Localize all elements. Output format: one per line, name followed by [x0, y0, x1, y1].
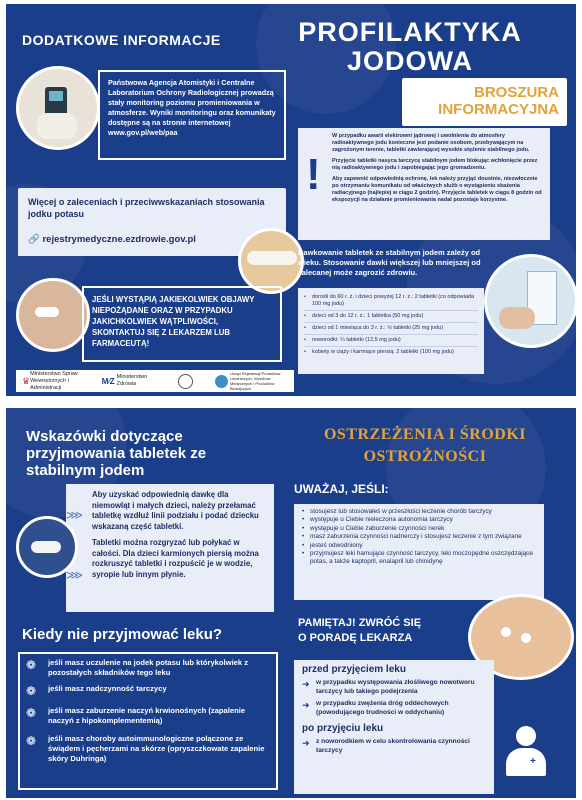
glove-hand: [37, 113, 77, 139]
dosage-item: • noworodki: ¼ tabletki (12,5 mg jodu): [304, 335, 478, 347]
logo-seal: [178, 374, 193, 389]
title-line-2: JODOWA: [346, 46, 473, 76]
dosage-item-text: kobiety w ciąży i karmiące piersią: 2 tabletki (100 mg jodu): [312, 349, 454, 355]
before-item: [302, 700, 486, 717]
tablet-blister: [247, 251, 297, 265]
subtitle-line-1: BROSZURA: [474, 84, 559, 101]
contraindication-item: [26, 734, 270, 764]
pills-icon: ❁: [26, 684, 37, 698]
tablet: [521, 633, 531, 643]
logo-urpl: [215, 371, 288, 391]
contraindication-item: [26, 658, 270, 678]
beware-item: • występuje u Ciebie nieleczona autonomia tarczycy: [302, 516, 453, 524]
brochure-back-panel: [6, 408, 576, 798]
logo-mswia: [22, 371, 80, 392]
beware-item: • przyjmujesz leki hamujące czynność tarczycy, leki moczopędne oszczędzające potas, a także kaptopril, enalapril lub chinidynę: [302, 550, 533, 566]
brochure-subtitle: [402, 78, 567, 118]
remember-line-1: PAMIĘTAJ! ZWRÓĆ SIĘ: [298, 617, 422, 629]
when-not-title: Kiedy nie przyjmować leku?: [22, 626, 223, 643]
before-item-text: w przypadku występowania złośliwego nowotworu tarczycy lub takiego podejrzenia: [316, 679, 475, 695]
tips-title: Wskazówki dotyczące przyjmowania tabletek ze stabilnym jodem: [26, 428, 207, 479]
beware-item-text: jesteś odwodniony: [310, 541, 363, 549]
water-glass-photo: [484, 254, 576, 348]
beware-heading: UWAŻAJ, JEŚLI:: [294, 482, 389, 496]
contraindications-box: [18, 652, 278, 790]
more-info-text: Więcej o zaleceniach i przeciwwskazaniach stosowania jodku potasu: [28, 197, 265, 219]
beware-item-text: masz zaburzenia czynności nadnerczy i stosujesz leczenie z tym związane: [310, 533, 522, 541]
tablet: [501, 627, 511, 637]
beware-item-text: stosujesz lub stosowałeś w przeszłości leczenie chorób tarczycy: [310, 508, 492, 515]
eagle-icon: ♛: [22, 375, 31, 386]
hand-pill-photo: [16, 278, 90, 352]
contraindication-item: [26, 706, 270, 726]
hand: [499, 307, 535, 329]
pills-icon: ❁: [26, 706, 37, 720]
link-icon: 🔗: [28, 234, 40, 245]
beware-item: • występuje u Ciebie zaburzenie czynności nerek: [302, 524, 445, 532]
doctor-icon: +: [504, 726, 548, 778]
logo-urpl-label: Urząd Rejestracji Produktów Leczniczych, Wyrobów Medycznych i Produktów Biobójczych: [229, 371, 281, 391]
consult-doctor-box: [294, 660, 494, 794]
tips-box: [66, 484, 274, 612]
logos-strip: [16, 370, 294, 392]
before-title: przed przyjęciem leku: [302, 664, 406, 675]
subtitle-line-2: INFORMACYJNA: [438, 101, 559, 118]
seal-icon: [178, 374, 193, 389]
paa-monitoring-box: Państwowa Agencja Atomistyki i Centralne Laboratorium Ochrony Radiologicznej prowadzą stały monitoring poziomu promieniowania w atmosferze. Wyniki monitoringu oraz komunikaty dostępne są na stronie internetowej www.gov.pl/web/paa: [98, 70, 286, 160]
arrow-right-icon: ⋙: [66, 508, 84, 522]
tablet: [31, 541, 61, 553]
warnings-title-line-1: OSTRZEŻENIA I ŚRODKI: [323, 426, 527, 443]
mz-icon: M∕Z: [101, 376, 115, 386]
pills-icon: ❁: [26, 658, 37, 672]
arrow-right-icon: ⋙: [66, 568, 84, 582]
exclamation-icon: !: [306, 150, 321, 199]
dosage-item: • kobiety w ciąży i karmiące piersią: 2 tabletki (100 mg jodu): [304, 349, 454, 355]
dosage-intro: Dawkowanie tabletek ze stabilnym jodem zależy od wieku. Stosowanie dawki większej lub mniejszej od zalecanej może zagrozić zdrowiu.: [298, 248, 481, 277]
before-item-text: w przypadku zwężenia dróg oddechowych (powodującego trudności w oddychaniu): [316, 700, 449, 716]
after-title: po przyjęciu leku: [302, 723, 384, 735]
contraindication-text: jeśli masz nadczynność tarczycy: [48, 684, 167, 693]
beware-item: • jesteś odwodniony: [302, 541, 363, 549]
warnings-title-line-2: OSTROŻNOŚCI: [363, 448, 487, 465]
pills-icon: ❁: [26, 734, 37, 748]
dosage-item: • dorośli do 60 r. ż. i dzieci powyżej 12 r. ż.: 2 tabletki (co odpowiada 100 mg jodu): [304, 292, 478, 311]
after-item-text: z noworodkiem w celu skontrolowania czynności tarczycy: [316, 738, 470, 754]
beware-item-text: występuje u Ciebie nieleczona autonomia tarczycy: [310, 516, 453, 524]
side-effects-warning: JEŚLI WYSTĄPIĄ JAKIEKOLWIEK OBJAWY NIEPOŻĄDANE ORAZ W PRZYPADKU JAKICHKOLWIEK WĄTPLIWOŚCI, SKONTAKTUJ SIĘ Z LEKARZEM LUB FARMACEUTĄ!: [82, 286, 282, 362]
brochure-front-panel: [6, 4, 576, 396]
emergency-para-2: Przyjęcie tabletki nasyca tarczycę stabilnym jodem blokując wchłonięcie przez nią radioaktywnego jodu i zapobiegając jego gromadzeniu.: [332, 158, 538, 171]
brochure-title: [290, 18, 530, 76]
dosage-item-text: dzieci od 1 miesiąca do 3 r. ż.: ½ tabletki (25 mg jodu): [312, 325, 444, 331]
tablet-photo: [16, 516, 78, 578]
tablets-photo: [238, 228, 304, 294]
dosage-item-text: noworodki: ¼ tabletki (12,5 mg jodu): [312, 337, 401, 343]
title-line-1: PROFILAKTYKA: [298, 17, 522, 47]
arrow-right-icon: ➜: [302, 679, 310, 689]
remember-line-2: O PORADĘ LEKARZA: [298, 632, 413, 644]
contraindication-item: [26, 684, 270, 698]
beware-item: • masz zaburzenia czynności nadnerczy i stosujesz leczenie z tym związane: [302, 533, 522, 541]
beware-item-text: występuje u Ciebie zaburzenie czynności nerek: [310, 524, 445, 532]
before-item: [302, 679, 486, 696]
tips-para-2: Tabletki można rozgryzać lub połykać w całości. Dla dzieci karmionych piersią można rozkruszyć tabletki i rozpuścić je w wodzie, syropie lub innym płynie.: [92, 538, 259, 579]
dosage-item: • dzieci od 1 miesiąca do 3 r. ż.: ½ tabletki (25 mg jodu): [304, 323, 478, 335]
contraindication-text: jeśli masz uczulenie na jodek potasu lub którykolwiek z pozostałych składników tego leku: [48, 658, 249, 677]
beware-box: [294, 504, 544, 600]
dosage-item-text: dzieci od 3 do 12 r. ż.: 1 tabletka (50 mg jodu): [312, 313, 424, 319]
logo-mz-label: Ministerstwo Zdrowia: [116, 374, 148, 387]
contraindication-text: jeśli masz choroby autoimmunologiczne połączone ze świądem i pęcherzami na skórze (opryszczkowate zapalenie skóry Duhringa): [48, 734, 265, 763]
emergency-para-1: W przypadku awarii elektrowni jądrowej i uwolnienia do atmosfery radioaktywnego jodu konieczne jest podanie osobom, przebywającym na zagrożonym terenie, tabletki zawierającej wysokie stężenie stabilnego jodu.: [332, 133, 530, 153]
arrow-right-icon: ➜: [302, 700, 310, 711]
urpl-icon: [215, 375, 228, 388]
logo-mz: [102, 374, 157, 388]
website-link[interactable]: rejestrymedyczne.ezdrowie.gov.pl: [42, 234, 196, 245]
tips-para-1: Aby uzyskać odpowiednią dawkę dla niemowląt i małych dzieci, należy przełamać tabletkę wzdłuż linii podziału i podać dziecku wskazaną część tabletki.: [92, 490, 259, 531]
remember-heading: [298, 616, 468, 646]
pill: [35, 307, 59, 317]
dosage-item-text: dorośli do 60 r. ż. i dzieci powyżej 12 r. ż.: 2 tabletki (co odpowiada 100 mg jodu): [312, 294, 475, 307]
dosage-list: [298, 288, 484, 374]
extra-info-heading: DODATKOWE INFORMACJE: [22, 32, 221, 48]
emergency-para-3: Aby zapewnić odpowiednią ochronę, lek należy przyjąć doustnie, niezwłocznie po otrzymaniu komunikatu od właściwych służb o wystąpieniu skażenia radiacyjnego (najlepiej w ciągu 2 godzin). Przyjęcie tabletek w ciągu 8 godzin od ekspozycji na działanie promieniowania nadal pozostaje korzystne.: [332, 176, 542, 203]
after-item: [302, 738, 486, 755]
emergency-info-box: [298, 128, 550, 240]
dosimeter-screen: [49, 91, 63, 101]
warnings-title: [298, 424, 552, 468]
subtitle-box: [402, 78, 567, 126]
beware-item-text: przyjmujesz leki hamujące czynność tarczycy, leki moczopędne oszczędzające potas, a także kaptopril, enalapril lub chinidynę: [310, 550, 533, 566]
dosimeter-photo: [16, 66, 100, 150]
logo-mswia-label: Ministerstwo Spraw Wewnętrznych i Administracji: [30, 370, 78, 391]
dosage-item: • dzieci od 3 do 12 r. ż.: 1 tabletka (50 mg jodu): [304, 311, 478, 323]
beware-item: • stosujesz lub stosowałeś w przeszłości leczenie chorób tarczycy: [302, 508, 492, 515]
arrow-right-icon: ➜: [302, 738, 310, 749]
contraindication-text: jeśli masz zaburzenie naczyń krwionośnych (zapalenie naczyń z hipokomplementemią): [48, 706, 246, 725]
